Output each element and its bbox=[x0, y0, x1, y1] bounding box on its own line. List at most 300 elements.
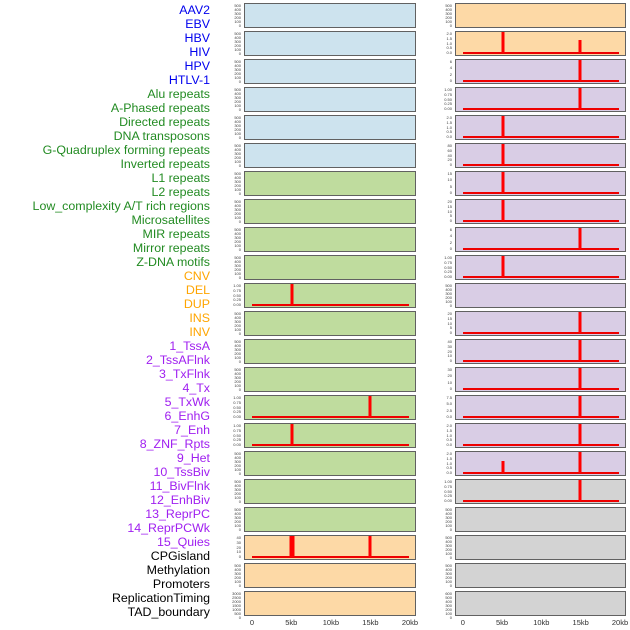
y-axis-tick-label: 30 bbox=[447, 367, 452, 372]
y-axis-ticks bbox=[212, 255, 244, 280]
signal-spike bbox=[579, 340, 582, 361]
y-axis-tick-label: 0.50 bbox=[233, 292, 241, 298]
y-axis-tick-label: 10 bbox=[447, 177, 452, 183]
y-axis-tick-label: 0.5 bbox=[446, 465, 452, 471]
track-plot-row bbox=[212, 59, 416, 87]
y-axis-tick-label: 0.0 bbox=[446, 134, 452, 139]
y-axis-tick-label: 10 bbox=[447, 320, 452, 326]
y-axis-tick-label: 0.50 bbox=[444, 264, 452, 270]
signal-spike bbox=[501, 200, 504, 221]
y-axis-tick-label: 400 bbox=[234, 35, 241, 40]
y-axis-tick-label: 100 bbox=[234, 243, 241, 248]
track-label: DNA transposons bbox=[113, 129, 210, 143]
y-axis-tick-label: 0.25 bbox=[444, 101, 452, 107]
y-axis-tick-label: 0.50 bbox=[444, 488, 452, 494]
track-label: Microsatellites bbox=[131, 213, 210, 227]
y-axis-tick-label: 0.75 bbox=[233, 427, 241, 433]
track-plot bbox=[244, 339, 416, 364]
y-axis-tick-label: 500 bbox=[234, 451, 241, 456]
track-plot bbox=[455, 563, 626, 588]
y-axis-ticks bbox=[423, 339, 455, 364]
track-plot bbox=[244, 423, 416, 448]
track-labels-column bbox=[0, 3, 210, 619]
y-axis-tick-label: 10 bbox=[447, 379, 452, 385]
track-plot bbox=[244, 395, 416, 420]
y-axis-tick-label: 0 bbox=[238, 387, 241, 392]
y-axis-tick-label: 0.0 bbox=[446, 442, 452, 447]
y-axis-ticks bbox=[212, 563, 244, 588]
y-axis-tick-label: 60 bbox=[447, 147, 452, 153]
right-plot-panel bbox=[423, 3, 626, 619]
x-axis-tick: 10kb bbox=[533, 618, 550, 627]
y-axis-ticks bbox=[423, 507, 455, 532]
y-axis-tick-label: 400 bbox=[445, 287, 452, 292]
right-x-axis bbox=[455, 618, 629, 630]
y-axis-tick-label: 0 bbox=[238, 135, 241, 140]
y-axis-ticks bbox=[423, 59, 455, 84]
track-plot bbox=[244, 171, 416, 196]
track-plot bbox=[244, 87, 416, 112]
track-label: Z-DNA motifs bbox=[136, 255, 210, 269]
y-axis-tick-label: 0 bbox=[238, 615, 241, 620]
y-axis-tick-label: 100 bbox=[445, 299, 452, 304]
y-axis-ticks bbox=[212, 507, 244, 532]
track-label: 4_Tx bbox=[182, 381, 210, 395]
track-plot-row bbox=[423, 115, 626, 143]
y-axis-tick-label: 0 bbox=[449, 218, 452, 223]
track-label: AAV2 bbox=[179, 3, 210, 17]
y-axis-tick-label: 20 bbox=[447, 311, 452, 316]
y-axis-tick-label: 0.00 bbox=[444, 498, 452, 503]
y-axis-tick-label: 400 bbox=[445, 567, 452, 572]
y-axis-tick-label: 0.75 bbox=[233, 287, 241, 293]
track-plot bbox=[455, 3, 626, 28]
y-axis-tick-label: 500 bbox=[234, 199, 241, 204]
track-plot-row bbox=[423, 479, 626, 507]
signal-baseline bbox=[463, 276, 619, 278]
y-axis-tick-label: 2.5 bbox=[446, 407, 452, 413]
y-axis-ticks bbox=[423, 143, 455, 168]
y-axis-tick-label: 100 bbox=[234, 495, 241, 500]
y-axis-tick-label: 300 bbox=[234, 375, 241, 380]
y-axis-tick-label: 0 bbox=[449, 358, 452, 363]
y-axis-tick-label: 0 bbox=[449, 162, 452, 167]
y-axis-tick-label: 1.00 bbox=[444, 87, 452, 92]
track-label: 11_BivFlnk bbox=[149, 479, 210, 493]
track-plot-row bbox=[212, 255, 416, 283]
track-label: G-Quadruplex forming repeats bbox=[42, 143, 210, 157]
y-axis-tick-label: 100 bbox=[445, 551, 452, 556]
y-axis-tick-label: 400 bbox=[234, 567, 241, 572]
y-axis-tick-label: 200 bbox=[445, 607, 452, 612]
y-axis-tick-label: 0 bbox=[238, 275, 241, 280]
track-plot-row bbox=[212, 479, 416, 507]
signal-baseline bbox=[463, 248, 619, 250]
signal-spike bbox=[289, 536, 294, 557]
y-axis-ticks bbox=[212, 423, 244, 448]
track-plot-row bbox=[423, 423, 626, 451]
track-plot bbox=[244, 199, 416, 224]
y-axis-ticks bbox=[212, 591, 244, 620]
track-plot bbox=[244, 535, 416, 560]
y-axis-tick-label: 0 bbox=[238, 499, 241, 504]
track-plot bbox=[244, 451, 416, 476]
y-axis-tick-label: 0 bbox=[449, 527, 452, 532]
y-axis-tick-label: 400 bbox=[234, 343, 241, 348]
y-axis-tick-label: 20 bbox=[447, 157, 452, 163]
track-label: Low_complexity A/T rich regions bbox=[32, 199, 210, 213]
y-axis-tick-label: 0 bbox=[238, 359, 241, 364]
track-label: 5_TxWk bbox=[164, 395, 210, 409]
y-axis-tick-label: 0.0 bbox=[446, 470, 452, 475]
track-plot-row bbox=[423, 535, 626, 563]
signal-baseline bbox=[463, 192, 619, 194]
y-axis-tick-label: 300 bbox=[234, 179, 241, 184]
y-axis-tick-label: 200 bbox=[445, 547, 452, 552]
y-axis-tick-label: 200 bbox=[445, 575, 452, 580]
y-axis-tick-label: 0 bbox=[449, 615, 452, 620]
y-axis-tick-label: 1.00 bbox=[233, 395, 241, 400]
y-axis-tick-label: 500 bbox=[234, 227, 241, 232]
y-axis-tick-label: 500 bbox=[234, 3, 241, 8]
y-axis-tick-label: 300 bbox=[445, 603, 452, 608]
y-axis-tick-label: 0.5 bbox=[446, 129, 452, 135]
y-axis-tick-label: 0 bbox=[238, 79, 241, 84]
y-axis-tick-label: 5.0 bbox=[446, 401, 452, 407]
y-axis-tick-label: 20 bbox=[236, 544, 241, 550]
y-axis-tick-label: 2.0 bbox=[446, 423, 452, 428]
y-axis-tick-label: 100 bbox=[445, 523, 452, 528]
track-plot-row bbox=[212, 115, 416, 143]
track-plot bbox=[455, 255, 626, 280]
track-label: 14_ReprPCWk bbox=[127, 521, 210, 535]
y-axis-tick-label: 0 bbox=[449, 583, 452, 588]
track-plot bbox=[455, 311, 626, 336]
track-label: TAD_boundary bbox=[127, 605, 210, 619]
y-axis-tick-label: 400 bbox=[234, 315, 241, 320]
y-axis-tick-label: 0.25 bbox=[233, 297, 241, 303]
track-label: 15_Quies bbox=[156, 535, 210, 549]
y-axis-tick-label: 0 bbox=[238, 191, 241, 196]
y-axis-tick-label: 0.00 bbox=[444, 106, 452, 111]
y-axis-tick-label: 1.00 bbox=[233, 283, 241, 288]
y-axis-tick-label: 0.00 bbox=[233, 414, 241, 419]
signal-spike bbox=[368, 396, 371, 417]
y-axis-tick-label: 5 bbox=[449, 183, 452, 189]
signal-spike bbox=[368, 536, 371, 557]
y-axis-tick-label: 10 bbox=[447, 208, 452, 214]
track-label: 6_EnhG bbox=[164, 409, 210, 423]
y-axis-ticks bbox=[212, 479, 244, 504]
track-plot bbox=[455, 59, 626, 84]
y-axis-ticks bbox=[423, 423, 455, 448]
y-axis-tick-label: 40 bbox=[447, 152, 452, 158]
y-axis-tick-label: 200 bbox=[445, 519, 452, 524]
y-axis-ticks bbox=[423, 311, 455, 336]
track-label: CPGisland bbox=[150, 549, 210, 563]
y-axis-tick-label: 0 bbox=[238, 247, 241, 252]
signal-baseline bbox=[463, 360, 619, 362]
track-plot-row bbox=[423, 31, 626, 59]
y-axis-tick-label: 500 bbox=[234, 367, 241, 372]
track-plot bbox=[244, 3, 416, 28]
track-plot-row bbox=[423, 143, 626, 171]
y-axis-tick-label: 400 bbox=[445, 539, 452, 544]
signal-spike bbox=[579, 396, 582, 417]
track-label: L2 repeats bbox=[151, 185, 210, 199]
track-plot-row bbox=[212, 87, 416, 115]
track-label: 12_EnhBiv bbox=[150, 493, 210, 507]
track-plot bbox=[455, 367, 626, 392]
y-axis-tick-label: 500 bbox=[234, 339, 241, 344]
track-plot bbox=[455, 423, 626, 448]
y-axis-tick-label: 400 bbox=[234, 119, 241, 124]
y-axis-tick-label: 0 bbox=[449, 77, 452, 83]
y-axis-tick-label: 7.5 bbox=[446, 395, 452, 400]
y-axis-tick-label: 300 bbox=[234, 515, 241, 520]
track-plot bbox=[455, 395, 626, 420]
y-axis-tick-label: 0 bbox=[238, 583, 241, 588]
y-axis-tick-label: 1.5 bbox=[446, 35, 452, 41]
track-plot-row bbox=[423, 367, 626, 395]
track-label: INS bbox=[189, 311, 210, 325]
y-axis-tick-label: 300 bbox=[234, 571, 241, 576]
track-plot-row bbox=[212, 311, 416, 339]
y-axis-ticks bbox=[423, 3, 455, 28]
track-label: Mirror repeats bbox=[132, 241, 210, 255]
y-axis-tick-label: 300 bbox=[234, 67, 241, 72]
y-axis-tick-label: 200 bbox=[234, 43, 241, 48]
y-axis-ticks bbox=[423, 395, 455, 420]
track-plot-row bbox=[423, 227, 626, 255]
y-axis-ticks bbox=[423, 87, 455, 112]
y-axis-tick-label: 2.0 bbox=[446, 31, 452, 36]
y-axis-tick-label: 500 bbox=[234, 59, 241, 64]
signal-spike bbox=[579, 368, 582, 389]
track-plot bbox=[455, 31, 626, 56]
y-axis-tick-label: 2000 bbox=[232, 599, 241, 604]
track-plot-row bbox=[212, 283, 416, 311]
track-plot bbox=[455, 171, 626, 196]
signal-baseline bbox=[463, 220, 619, 222]
track-label: 8_ZNF_Rpts bbox=[139, 437, 210, 451]
y-axis-ticks bbox=[212, 171, 244, 196]
signal-spike bbox=[290, 284, 293, 305]
y-axis-tick-label: 0.00 bbox=[233, 302, 241, 307]
track-label: MIR repeats bbox=[142, 227, 210, 241]
y-axis-tick-label: 1.00 bbox=[233, 423, 241, 428]
track-plot bbox=[244, 507, 416, 532]
y-axis-ticks bbox=[212, 283, 244, 308]
y-axis-tick-label: 0 bbox=[449, 23, 452, 28]
track-label: DUP bbox=[183, 297, 210, 311]
y-axis-tick-label: 0 bbox=[449, 245, 452, 251]
track-plot bbox=[244, 283, 416, 308]
y-axis-tick-label: 100 bbox=[234, 327, 241, 332]
track-plot-row bbox=[423, 451, 626, 479]
y-axis-tick-label: 400 bbox=[234, 175, 241, 180]
track-plot bbox=[244, 311, 416, 336]
track-plot bbox=[455, 451, 626, 476]
track-label: ReplicationTiming bbox=[111, 591, 210, 605]
track-plot bbox=[244, 59, 416, 84]
track-label: Promoters bbox=[152, 577, 210, 591]
y-axis-tick-label: 400 bbox=[445, 511, 452, 516]
y-axis-tick-label: 100 bbox=[234, 383, 241, 388]
y-axis-tick-label: 500 bbox=[445, 535, 452, 540]
y-axis-ticks bbox=[423, 227, 455, 252]
y-axis-tick-label: 100 bbox=[234, 579, 241, 584]
track-plot-row bbox=[212, 563, 416, 591]
y-axis-tick-label: 5 bbox=[449, 213, 452, 219]
y-axis-ticks bbox=[212, 115, 244, 140]
signal-baseline bbox=[463, 136, 619, 138]
y-axis-tick-label: 0.25 bbox=[233, 437, 241, 443]
track-plot-row bbox=[212, 591, 416, 619]
y-axis-tick-label: 20 bbox=[447, 199, 452, 204]
track-label: HPV bbox=[184, 59, 210, 73]
y-axis-tick-label: 5 bbox=[449, 325, 452, 331]
y-axis-tick-label: 10 bbox=[447, 353, 452, 359]
y-axis-tick-label: 100 bbox=[234, 523, 241, 528]
track-label: Inverted repeats bbox=[120, 157, 210, 171]
y-axis-tick-label: 500 bbox=[445, 563, 452, 568]
track-plot bbox=[244, 255, 416, 280]
y-axis-tick-label: 3000 bbox=[232, 591, 241, 596]
signal-baseline bbox=[463, 388, 619, 390]
track-label: A-Phased repeats bbox=[110, 101, 210, 115]
y-axis-tick-label: 0.25 bbox=[444, 493, 452, 499]
signal-baseline bbox=[463, 108, 619, 110]
signal-spike bbox=[501, 172, 504, 193]
y-axis-tick-label: 400 bbox=[234, 147, 241, 152]
x-axis-tick: 0 bbox=[249, 618, 254, 627]
y-axis-tick-label: 0 bbox=[449, 303, 452, 308]
signal-spike bbox=[579, 88, 582, 109]
y-axis-tick-label: 300 bbox=[445, 11, 452, 16]
y-axis-ticks bbox=[212, 367, 244, 392]
y-axis-tick-label: 100 bbox=[234, 467, 241, 472]
signal-spike bbox=[579, 452, 582, 473]
track-plot-row bbox=[423, 283, 626, 311]
y-axis-tick-label: 0 bbox=[238, 527, 241, 532]
y-axis-ticks bbox=[212, 395, 244, 420]
y-axis-tick-label: 300 bbox=[234, 263, 241, 268]
signal-spike bbox=[579, 424, 582, 445]
y-axis-ticks bbox=[212, 143, 244, 168]
y-axis-ticks bbox=[423, 255, 455, 280]
signal-spike bbox=[501, 116, 504, 137]
y-axis-tick-label: 100 bbox=[234, 271, 241, 276]
track-plot bbox=[455, 115, 626, 140]
y-axis-ticks bbox=[423, 199, 455, 224]
y-axis-tick-label: 100 bbox=[234, 19, 241, 24]
y-axis-tick-label: 300 bbox=[234, 319, 241, 324]
track-label: Directed repeats bbox=[119, 115, 210, 129]
y-axis-tick-label: 1.5 bbox=[446, 455, 452, 461]
x-axis-tick: 5kb bbox=[285, 618, 298, 627]
y-axis-tick-label: 500 bbox=[234, 87, 241, 92]
track-plot-row bbox=[212, 339, 416, 367]
track-label: HIV bbox=[189, 45, 210, 59]
y-axis-tick-label: 400 bbox=[234, 511, 241, 516]
track-label: CNV bbox=[183, 269, 210, 283]
y-axis-tick-label: 0 bbox=[238, 51, 241, 56]
y-axis-tick-label: 500 bbox=[234, 563, 241, 568]
y-axis-tick-label: 2500 bbox=[232, 595, 241, 600]
y-axis-tick-label: 0 bbox=[238, 554, 241, 559]
y-axis-tick-label: 0 bbox=[238, 331, 241, 336]
signal-spike bbox=[501, 144, 504, 165]
y-axis-tick-label: 200 bbox=[234, 15, 241, 20]
track-plot bbox=[244, 591, 416, 616]
y-axis-tick-label: 0 bbox=[449, 330, 452, 335]
y-axis-tick-label: 6 bbox=[449, 59, 452, 64]
y-axis-tick-label: 0.75 bbox=[233, 399, 241, 405]
y-axis-tick-label: 500 bbox=[234, 611, 241, 616]
y-axis-tick-label: 200 bbox=[234, 351, 241, 356]
y-axis-ticks bbox=[212, 535, 244, 560]
y-axis-tick-label: 200 bbox=[234, 519, 241, 524]
signal-baseline bbox=[463, 472, 619, 474]
y-axis-tick-label: 300 bbox=[234, 207, 241, 212]
y-axis-tick-label: 500 bbox=[234, 255, 241, 260]
track-label: Alu repeats bbox=[147, 87, 210, 101]
track-label: 2_TssAFlnk bbox=[145, 353, 210, 367]
y-axis-tick-label: 1.0 bbox=[446, 432, 452, 438]
track-plot-row bbox=[212, 171, 416, 199]
track-plot bbox=[244, 227, 416, 252]
y-axis-tick-label: 100 bbox=[234, 187, 241, 192]
track-plot-row bbox=[212, 31, 416, 59]
y-axis-tick-label: 0 bbox=[238, 107, 241, 112]
x-axis-tick: 10kb bbox=[322, 618, 339, 627]
track-label: Methylation bbox=[146, 563, 210, 577]
track-label: 7_Enh bbox=[174, 423, 210, 437]
y-axis-tick-label: 0 bbox=[238, 23, 241, 28]
track-plot-row bbox=[212, 423, 416, 451]
track-plot-row bbox=[423, 87, 626, 115]
y-axis-tick-label: 15 bbox=[447, 171, 452, 176]
y-axis-ticks bbox=[212, 451, 244, 476]
y-axis-tick-label: 500 bbox=[234, 507, 241, 512]
y-axis-tick-label: 300 bbox=[445, 571, 452, 576]
y-axis-tick-label: 1.5 bbox=[446, 119, 452, 125]
y-axis-tick-label: 80 bbox=[447, 143, 452, 148]
track-label: HTLV-1 bbox=[168, 73, 210, 87]
y-axis-tick-label: 20 bbox=[447, 373, 452, 379]
y-axis-tick-label: 0.75 bbox=[444, 483, 452, 489]
track-plot-row bbox=[423, 339, 626, 367]
signal-baseline bbox=[252, 444, 409, 446]
track-label: HBV bbox=[184, 31, 210, 45]
y-axis-ticks bbox=[423, 171, 455, 196]
track-label: 13_ReprPC bbox=[145, 507, 210, 521]
signal-baseline bbox=[252, 556, 409, 558]
track-plot-row bbox=[423, 563, 626, 591]
y-axis-tick-label: 30 bbox=[447, 343, 452, 349]
track-label: DEL bbox=[185, 283, 210, 297]
y-axis-tick-label: 4 bbox=[449, 65, 452, 71]
track-plot bbox=[455, 535, 626, 560]
y-axis-tick-label: 6 bbox=[449, 227, 452, 232]
signal-baseline bbox=[463, 500, 619, 502]
track-plot bbox=[244, 563, 416, 588]
y-axis-tick-label: 500 bbox=[234, 311, 241, 316]
y-axis-tick-label: 300 bbox=[234, 347, 241, 352]
track-plot bbox=[244, 367, 416, 392]
y-axis-tick-label: 500 bbox=[445, 283, 452, 288]
